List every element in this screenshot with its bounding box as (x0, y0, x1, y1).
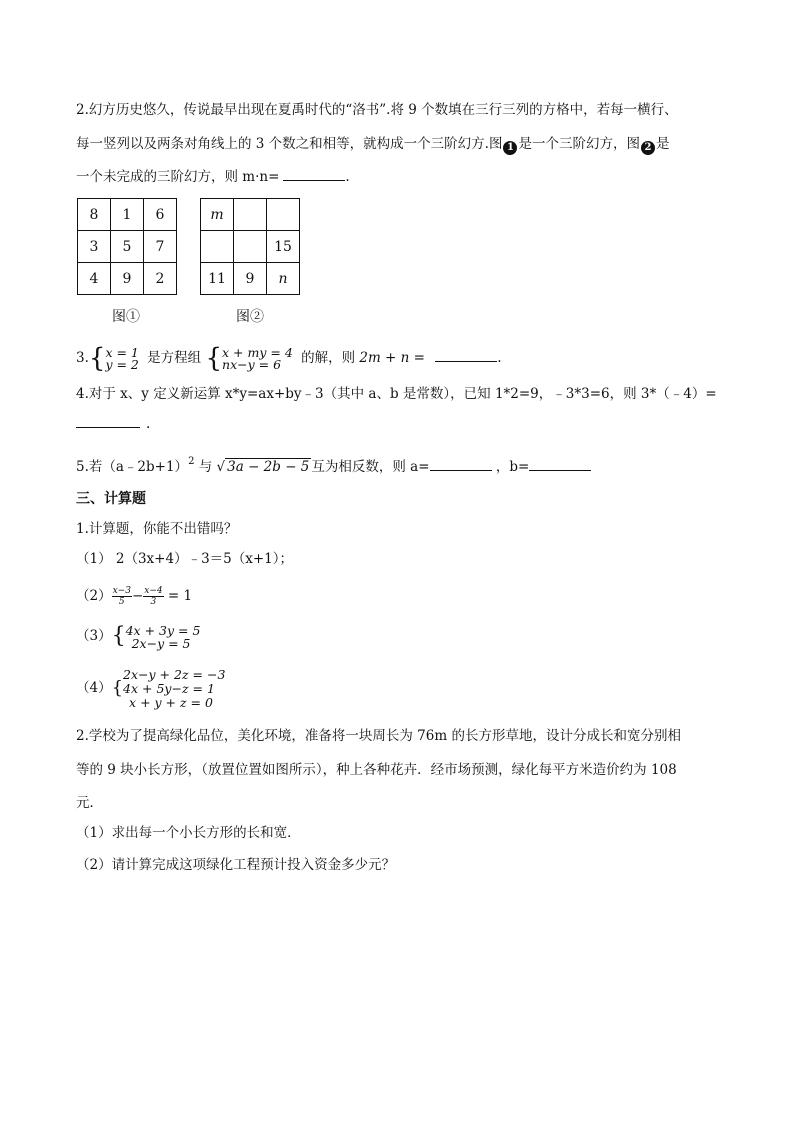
p2-minus: − (131, 588, 144, 604)
p2-rhs: = 1 (167, 588, 193, 604)
p4-eq2: 4x + 5y−z = 1 (123, 680, 215, 696)
ms2-cell (201, 231, 234, 263)
q4-end: . (146, 416, 151, 432)
magic-square-2 (200, 198, 300, 295)
q5-text-b: 与 (198, 459, 213, 475)
fraction-2-denominator: 3 (150, 597, 157, 607)
calc-2-subquestion-1: （1）求出每一个小长方形的长和宽． (76, 825, 301, 841)
q5-text-c: 互为相反数，则 a= (311, 459, 430, 475)
q3-line (76, 343, 502, 373)
fraction-1 (112, 586, 132, 607)
fraction-2 (143, 586, 163, 607)
ms1-cell: 4 (78, 263, 111, 295)
q5-exponent: 2 (188, 456, 195, 467)
q3-expr: 2m + n = (359, 350, 425, 366)
ms1-cell: 3 (78, 231, 111, 263)
p3-system (126, 624, 201, 650)
calc-2-line-1: 2.学校为了提高绿化品位，美化环境，准备将一块周长为 76m 的长方形草地，设计分成长和宽分别相 (76, 728, 681, 744)
q3-eq2: nx−y = 6 (222, 356, 282, 372)
brace-icon: { (111, 623, 126, 649)
q2-line-2 (76, 134, 669, 155)
calc-2-line-3: 元． (76, 795, 103, 811)
ms2-cell (234, 231, 267, 263)
radical-icon: √ (216, 459, 226, 475)
calc-1-part-3 (76, 620, 200, 652)
q2-line-2c: 是 (655, 136, 670, 152)
ms2-cell (267, 199, 300, 231)
q5-text-a: 5.若（a﹣2b+1） (76, 459, 189, 475)
calc-1-part-2 (76, 581, 192, 611)
q2-line-1: 2.幻方历史悠久，传说最早出现在夏禹时代的“洛书”.将 9 个数填在三行三列的方格中，若每一横行、 (76, 102, 678, 118)
answer-blank-mn[interactable] (283, 166, 345, 181)
q3-solution (105, 344, 139, 372)
calc-2-line-2: 等的 9 块小长方形，（放置位置如图所示），种上各种花卉．经市场预测，绿化每平方米造价约为 108 (76, 762, 677, 778)
answer-blank-b[interactable] (529, 456, 591, 471)
p3-eq1: 4x + 3y = 5 (125, 622, 201, 638)
fraction-1-numerator: x−3 (112, 586, 131, 596)
q5-line (76, 452, 591, 477)
q2-line-3 (76, 166, 350, 187)
ms2-cell: 11 (201, 263, 234, 295)
p2-label: （2） (76, 588, 112, 604)
fraction-1-denominator: 5 (118, 597, 125, 607)
brace-icon: { (205, 343, 223, 374)
p4-system (123, 668, 225, 710)
ms1-cell: 6 (144, 199, 177, 231)
ms2-cell: 15 (267, 231, 300, 263)
ms1-cell: 1 (111, 199, 144, 231)
ms2-cell-n: n (267, 263, 300, 295)
answer-blank-q4[interactable] (76, 413, 140, 428)
figure-2-marker: 2 (641, 141, 655, 155)
ms1-cell: 5 (111, 231, 144, 263)
p4-eq3: x + y + z = 0 (129, 694, 213, 710)
sqrt-expression (217, 457, 312, 477)
brace-icon: { (88, 343, 106, 374)
figure-1-caption: 图① (112, 309, 140, 325)
section-title: 三、计算题 (76, 491, 146, 507)
q3-sol-y: y = 2 (105, 356, 139, 372)
ms1-cell: 9 (111, 263, 144, 295)
p3-eq2: 2x−y = 5 (131, 635, 191, 651)
ms1-cell: 8 (78, 199, 111, 231)
q2-line-3-text: 一个未完成的三阶幻方，则 m·n= (76, 169, 280, 185)
ms2-cell-m: m (201, 199, 234, 231)
calc-1-part-1: （1） 2（3x+4）﹣3＝5（x+1）； (76, 551, 294, 567)
calc-1-part-4 (76, 666, 225, 710)
q3-eq1: x + my = 4 (222, 344, 293, 360)
answer-blank-2m-n[interactable] (435, 347, 497, 362)
p4-eq1: 2x−y + 2z = −3 (123, 666, 226, 682)
q3-system (222, 344, 293, 372)
q3-tail: 的解，则 (301, 350, 356, 366)
q4-line-1: 4.对于 x、y 定义新运算 x*y=ax+by﹣3（其中 a、b 是常数），已知 1*2=9，﹣3*3=6，则 3*（﹣4）= (76, 386, 717, 402)
q3-mid: 是方程组 (147, 350, 202, 366)
q2-line-3-end: . (345, 169, 350, 185)
answer-blank-a[interactable] (430, 456, 492, 471)
brace-icon: { (111, 677, 124, 699)
figure-1-marker: 1 (503, 141, 517, 155)
ms2-cell (234, 199, 267, 231)
q3-end: . (497, 350, 502, 366)
p3-label: （3） (76, 628, 112, 644)
q2-line-2a: 每一竖列以及两条对角线上的 3 个数之和相等，就构成一个三阶幻方.图 (76, 136, 503, 152)
p4-label: （4） (76, 680, 112, 696)
calc-2-subquestion-2: （2）请计算完成这项绿化工程预计投入资金多少元？ (76, 857, 396, 873)
q3-number: 3. (76, 350, 89, 366)
fraction-2-numerator: x−4 (144, 586, 163, 596)
q2-line-2b: 是一个三阶幻方，图 (518, 136, 640, 152)
q3-sol-x: x = 1 (105, 344, 139, 360)
ms1-cell: 2 (144, 263, 177, 295)
ms2-cell: 9 (234, 263, 267, 295)
q5-radicand: 3a − 2b − 5 (227, 459, 310, 475)
q4-line-2 (76, 413, 150, 434)
q5-text-d: ，b= (495, 459, 530, 475)
magic-square-1 (77, 198, 177, 295)
ms1-cell: 7 (144, 231, 177, 263)
figure-2-caption: 图② (236, 309, 264, 325)
calc-1-title: 1.计算题，你能不出错吗？ (76, 521, 238, 537)
